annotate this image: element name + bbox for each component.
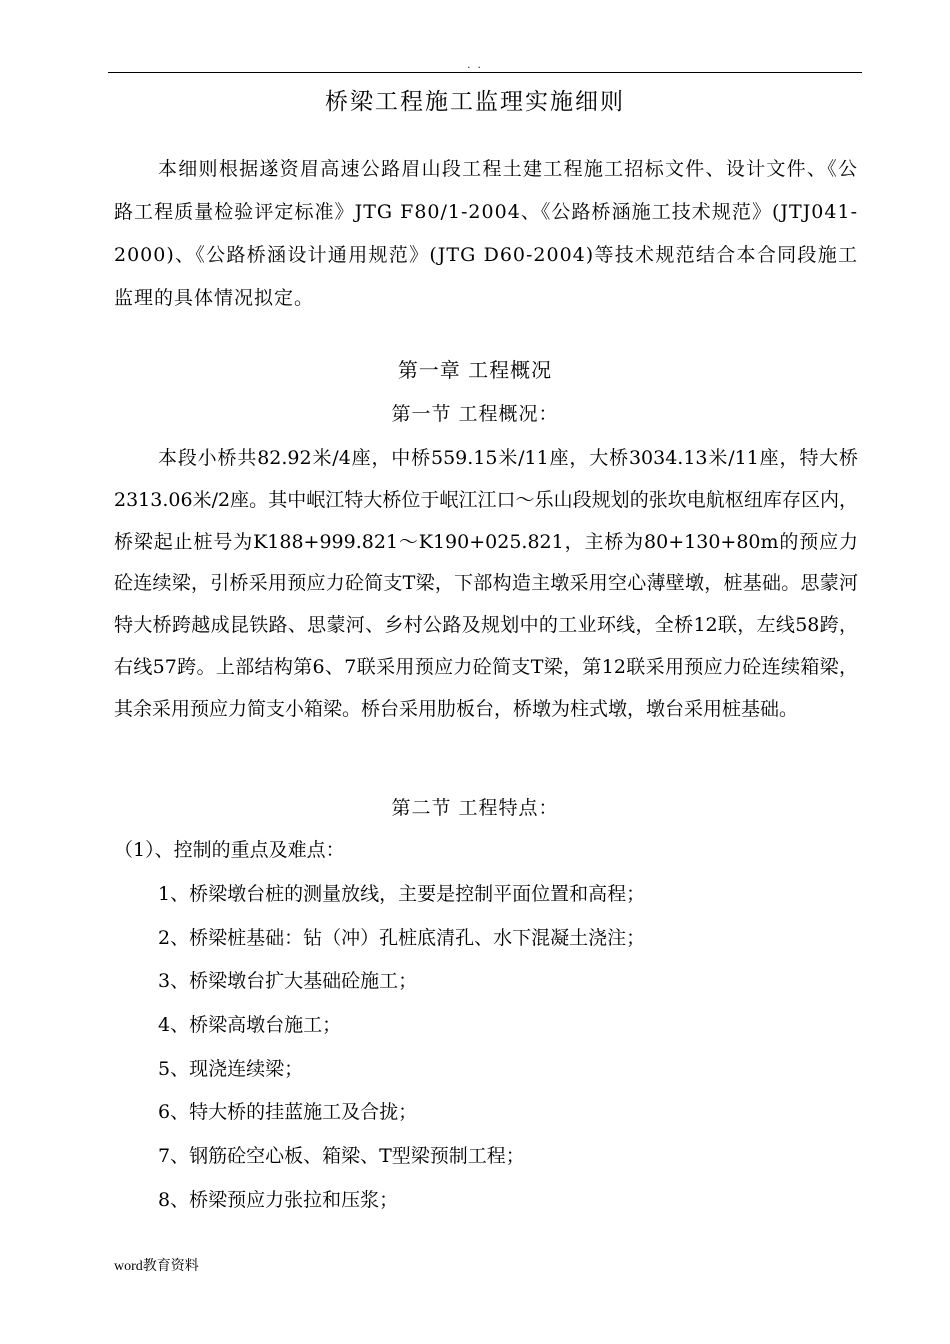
list-item: 1、桥梁墩台桩的测量放线，主要是控制平面位置和高程； (158, 883, 646, 905)
section-heading-overview: 第一节 工程概况： (391, 403, 559, 425)
overview-paragraph: 本段小桥共82.92米/4座，中桥559.15米/11座，大桥3034.13米/11座，特大桥2313.06米/2座。其中岷江特大桥位于岷江江口～乐山段规划的张坎电航枢纽库存区内，桥梁起止桩号为K188+999.821～K190+025.821，主桥为80+130+80m的预应力砼连续梁，引桥采用预应力砼简支T梁，下部构造主墩采用空心薄壁墩，桩基础。思蒙河特大桥跨越成昆铁路、思蒙河、乡村公路及规划中的工业环线，全桥12联，左线58跨，右线57跨。上部结构第6、7联采用预应力砼简支T梁，第12联采用预应力砼连续箱梁，其余采用预应力简支小箱梁。桥台采用肋板台，桥墩为柱式墩，墩台采用桩基础。 (114, 447, 858, 720)
list-item: 4、桥梁高墩台施工； (158, 1014, 342, 1037)
document-title: 桥梁工程施工监理实施细则 (325, 89, 625, 115)
chapter-heading: 第一章 工程概况 (397, 358, 553, 382)
list-item: 5、现浇连续梁； (158, 1057, 304, 1080)
key-points-list (158, 876, 858, 1226)
footer-text: word教育资料 (114, 1259, 199, 1274)
list-item: 3、桥梁墩台扩大基础砼施工； (158, 970, 418, 993)
header-marks: . . (467, 60, 483, 71)
list-item: 7、钢筋砼空心板、箱梁、T型梁预制工程； (158, 1145, 525, 1168)
intro-paragraph: 本细则根据遂资眉高速公路眉山段工程土建工程施工招标文件、设计文件、《公路工程质量检验评定标准》JTG F80/1-2004、《公路桥涵施工技术规范》(JTJ041-2000)、《公路桥涵设计通用规范》(JTG D60-2004)等技术规范结合本合同段施工监理的具体情况拟定。 (114, 158, 858, 309)
list-item: 8、桥梁预应力张拉和压浆； (158, 1188, 399, 1211)
list-item: 6、特大桥的挂蓝施工及合拢； (158, 1101, 418, 1124)
header-rule (108, 72, 862, 73)
list-item: 2、桥梁桩基础：钻（冲）孔桩底清孔、水下混凝土浇注； (158, 926, 646, 949)
section-heading-features: 第二节 工程特点： (391, 797, 559, 819)
subheading-key-points: （1）、控制的重点及难点： (114, 839, 345, 861)
